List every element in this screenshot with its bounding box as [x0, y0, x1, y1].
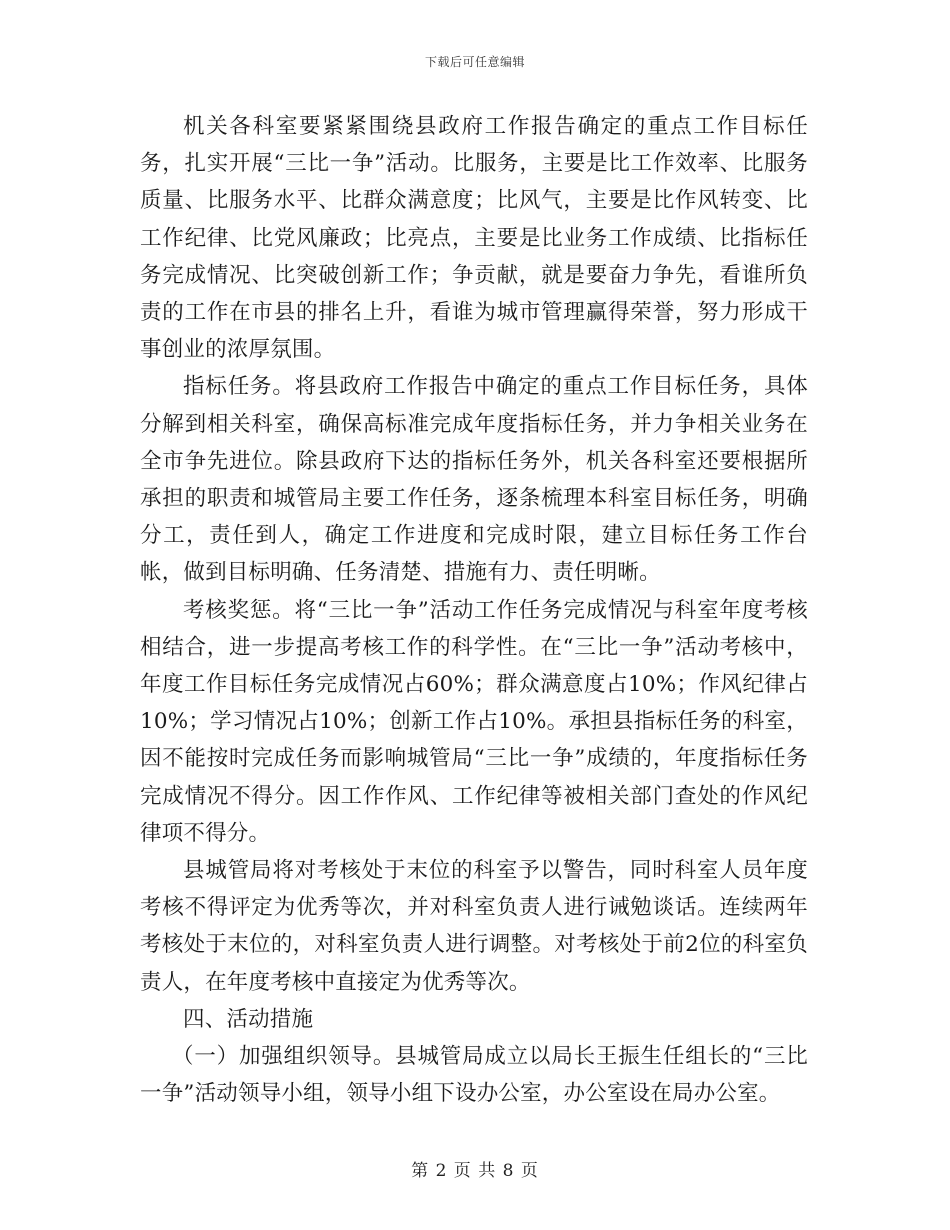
paragraph-indicator-tasks: 指标任务。将县政府工作报告中确定的重点工作目标任务，具体分解到相关科室，确保高标准完成年度指标任务，并力争相关业务在全市争先进位。除县政府下达的指标任务外，机关各科室还要根据所承担的职责和城管局主要工作任务，逐条梳理本科室目标任务，明确分工，责任到人，确定工作进度和完成时限，建立目标任务工作台帐，做到目标明确、任务清楚、措施有力、责任明晰。 — [140, 374, 808, 586]
document-body — [140, 108, 808, 1112]
paragraph-assessment-penalties: 县城管局将对考核处于末位的科室予以警告，同时科室人员年度考核不得评定为优秀等次，并对科室负责人进行诫勉谈话。连续两年考核处于末位的，对科室负责人进行调整。对考核处于前2位的科室负责人，在年度考核中直接定为优秀等次。 — [140, 858, 808, 995]
paragraph-assessment-rewards: 考核奖惩。将“三比一争”活动工作任务完成情况与科室年度考核相结合，进一步提高考核工作的科学性。在“三比一争”活动考核中，年度工作目标任务完成情况占60%；群众满意度占10%；作风纪律占10%；学习情况占10%；创新工作占10%。承担县指标任务的科室，因不能按时完成任务而影响城管局“三比一争”成绩的，年度指标任务完成情况不得分。因工作作风、工作纪律等被相关部门查处的作风纪律项不得分。 — [140, 597, 808, 846]
page-number: 第 2 页 共 8 页 — [411, 1161, 539, 1181]
section-heading: 四、活动措施 — [183, 1006, 314, 1032]
paragraph-organization-leadership: （一）加强组织领导。县城管局成立以局长王振生任组长的“三比一争”活动领导小组，领导小组下设办公室，办公室设在局办公室。 — [140, 1044, 808, 1107]
paragraph-three-compare: 机关各科室要紧紧围绕县政府工作报告确定的重点工作目标任务，扎实开展“三比一争”活动。比服务，主要是比工作效率、比服务质量、比服务水平、比群众满意度；比风气，主要是比作风转变、比工作纪律、比党风廉政；比亮点，主要是比业务工作成绩、比指标任务完成情况、比突破创新工作；争贡献，就是要奋力争先，看谁所负责的工作在市县的排名上升，看谁为城市管理赢得荣誉，努力形成干事创业的浓厚氛围。 — [140, 114, 808, 363]
page-header: 下载后可任意编辑 — [424, 55, 525, 69]
